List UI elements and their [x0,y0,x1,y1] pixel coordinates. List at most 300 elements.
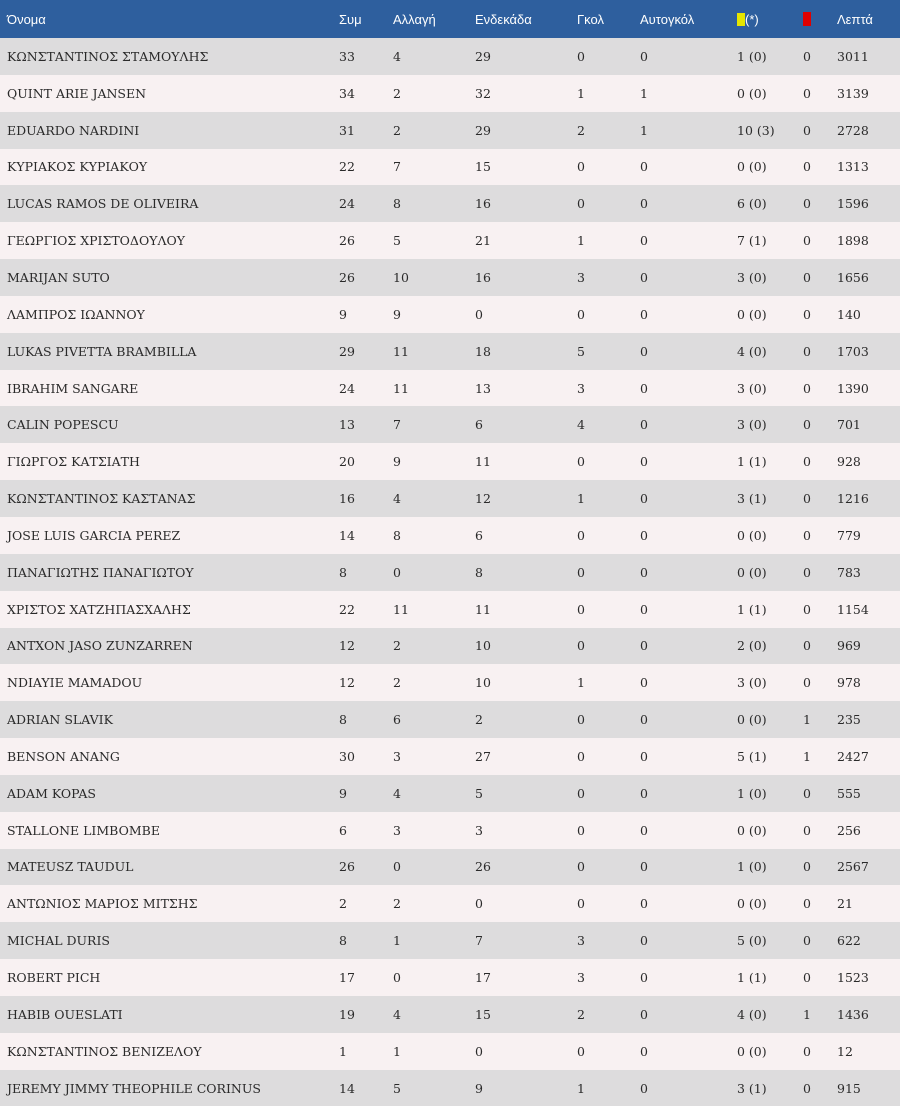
player-own-goals: 0 [640,638,648,654]
table-row[interactable] [0,701,900,738]
player-starts: 11 [475,454,491,470]
player-yellow-cards: 3 (1) [737,491,767,507]
player-apps: 9 [339,785,347,801]
player-subs: 8 [393,527,401,543]
player-own-goals: 0 [640,896,648,912]
player-yellow-cards: 3 (0) [737,675,767,691]
player-subs: 1 [393,1043,401,1059]
player-minutes: 256 [837,822,861,838]
player-yellow-cards: 5 (1) [737,748,767,764]
player-subs: 3 [393,822,401,838]
player-own-goals: 0 [640,822,648,838]
player-own-goals: 0 [640,233,648,249]
player-goals: 3 [577,970,585,986]
player-own-goals: 0 [640,1043,648,1059]
player-subs: 10 [393,269,409,285]
player-yellow-cards: 0 (0) [737,712,767,728]
player-name[interactable]: ΚΩΝΣΤΑΝΤΙΝΟΣ ΒΕΝΙΖΕΛΟΥ [7,1043,202,1059]
table-row[interactable] [0,996,900,1033]
player-own-goals: 0 [640,196,648,212]
player-apps: 24 [339,196,355,212]
player-minutes: 2728 [837,122,869,138]
player-starts: 7 [475,933,483,949]
player-subs: 0 [393,970,401,986]
table-row[interactable] [0,112,900,149]
player-goals: 0 [577,527,585,543]
player-name[interactable]: BENSON ANANG [7,748,120,764]
player-yellow-cards: 4 (0) [737,1006,767,1022]
player-apps: 12 [339,675,355,691]
table-row[interactable] [0,628,900,665]
player-goals: 3 [577,380,585,396]
player-subs: 0 [393,859,401,875]
player-own-goals: 0 [640,712,648,728]
table-row[interactable] [0,517,900,554]
player-red-cards: 0 [803,1080,811,1096]
player-red-cards: 0 [803,454,811,470]
player-starts: 3 [475,822,483,838]
player-apps: 31 [339,122,355,138]
player-yellow-cards: 0 (0) [737,527,767,543]
player-red-cards: 0 [803,859,811,875]
player-goals: 0 [577,159,585,175]
player-minutes: 140 [837,306,861,322]
player-name[interactable]: ADAM KOPAS [7,785,96,801]
player-minutes: 779 [837,527,861,543]
player-apps: 1 [339,1043,347,1059]
player-apps: 17 [339,970,355,986]
player-name[interactable]: JOSE LUIS GARCIA PEREZ [7,527,181,543]
player-apps: 14 [339,1080,355,1096]
player-goals: 1 [577,233,585,249]
player-starts: 15 [475,159,491,175]
player-goals: 0 [577,896,585,912]
player-yellow-cards: 0 (0) [737,564,767,580]
player-yellow-cards: 0 (0) [737,85,767,101]
player-own-goals: 0 [640,159,648,175]
player-apps: 22 [339,601,355,617]
player-name[interactable]: ΓΙΩΡΓΟΣ ΚΑΤΣΙΑΤΗ [7,454,140,470]
player-yellow-cards: 3 (0) [737,417,767,433]
player-minutes: 1216 [837,491,869,507]
player-own-goals: 1 [640,85,648,101]
player-own-goals: 0 [640,527,648,543]
player-subs: 8 [393,196,401,212]
player-goals: 1 [577,675,585,691]
table-row[interactable] [0,591,900,628]
player-red-cards: 1 [803,1006,811,1022]
player-yellow-cards: 1 (0) [737,48,767,64]
player-name[interactable]: MICHAL DURIS [7,933,110,949]
yellow-card-icon [737,13,745,26]
player-starts: 21 [475,233,491,249]
player-subs: 1 [393,933,401,949]
player-name[interactable]: ADRIAN SLAVIK [7,712,113,728]
player-yellow-cards: 1 (1) [737,601,767,617]
player-red-cards: 0 [803,933,811,949]
player-starts: 16 [475,269,491,285]
player-name[interactable]: STALLONE LIMBOMBE [7,822,160,838]
player-minutes: 1390 [837,380,869,396]
header-row [0,0,900,38]
table-row[interactable] [0,370,900,407]
player-subs: 5 [393,1080,401,1096]
player-subs: 2 [393,638,401,654]
player-apps: 2 [339,896,347,912]
player-apps: 19 [339,1006,355,1022]
player-apps: 14 [339,527,355,543]
player-minutes: 555 [837,785,861,801]
player-goals: 3 [577,933,585,949]
player-red-cards: 0 [803,380,811,396]
player-subs: 4 [393,48,401,64]
player-subs: 2 [393,85,401,101]
player-apps: 9 [339,306,347,322]
player-apps: 8 [339,712,347,728]
yellow-header-suffix: (*) [745,11,759,27]
player-starts: 2 [475,712,483,728]
player-own-goals: 0 [640,454,648,470]
player-red-cards: 0 [803,159,811,175]
player-goals: 2 [577,122,585,138]
player-name[interactable]: ΚΩΝΣΤΑΝΤΙΝΟΣ ΣΤΑΜΟΥΛΗΣ [7,48,209,64]
player-starts: 18 [475,343,491,359]
player-starts: 6 [475,417,483,433]
player-subs: 11 [393,380,409,396]
player-own-goals: 0 [640,785,648,801]
player-name[interactable]: ΑΝΤΩΝΙΟΣ ΜΑΡΙΟΣ ΜΙΤΣΗΣ [7,896,198,912]
player-goals: 3 [577,269,585,285]
table-row[interactable] [0,775,900,812]
player-red-cards: 0 [803,675,811,691]
player-starts: 29 [475,48,491,64]
player-own-goals: 0 [640,859,648,875]
player-minutes: 2567 [837,859,869,875]
player-minutes: 1154 [837,601,869,617]
player-name[interactable]: EDUARDO NARDINI [7,122,140,138]
player-red-cards: 0 [803,491,811,507]
player-red-cards: 0 [803,343,811,359]
player-yellow-cards: 1 (1) [737,454,767,470]
player-goals: 0 [577,601,585,617]
player-goals: 0 [577,859,585,875]
player-subs: 2 [393,675,401,691]
table-row[interactable] [0,185,900,222]
table-row[interactable] [0,259,900,296]
player-red-cards: 0 [803,269,811,285]
player-own-goals: 0 [640,1006,648,1022]
player-name[interactable]: LUCAS RAMOS DE OLIVEIRA [7,196,199,212]
player-minutes: 1313 [837,159,869,175]
player-name[interactable]: ΚΥΡΙΑΚΟΣ ΚΥΡΙΑΚΟΥ [7,159,148,175]
player-yellow-cards: 5 (0) [737,933,767,949]
player-minutes: 3011 [837,48,869,64]
table-row[interactable] [0,959,900,996]
table-row[interactable] [0,480,900,517]
table-row[interactable] [0,554,900,591]
player-yellow-cards: 1 (0) [737,785,767,801]
player-starts: 16 [475,196,491,212]
player-own-goals: 0 [640,417,648,433]
player-subs: 11 [393,601,409,617]
player-minutes: 1436 [837,1006,869,1022]
player-apps: 8 [339,933,347,949]
player-minutes: 1523 [837,970,869,986]
player-starts: 32 [475,85,491,101]
player-apps: 12 [339,638,355,654]
player-apps: 8 [339,564,347,580]
table-row[interactable] [0,1070,900,1106]
player-subs: 9 [393,306,401,322]
player-apps: 26 [339,269,355,285]
player-subs: 4 [393,491,401,507]
player-yellow-cards: 4 (0) [737,343,767,359]
player-name[interactable]: ΠΑΝΑΓΙΩΤΗΣ ΠΑΝΑΓΙΩΤΟΥ [7,564,194,580]
player-name[interactable]: ROBERT PICH [7,970,101,986]
player-minutes: 701 [837,417,861,433]
player-starts: 17 [475,970,491,986]
player-name[interactable]: ΛΑΜΠΡΟΣ ΙΩΑΝΝΟΥ [7,306,145,322]
player-minutes: 1703 [837,343,869,359]
player-starts: 6 [475,527,483,543]
table-row[interactable] [0,664,900,701]
player-subs: 5 [393,233,401,249]
player-own-goals: 0 [640,343,648,359]
player-minutes: 1596 [837,196,869,212]
player-apps: 13 [339,417,355,433]
player-minutes: 12 [837,1043,853,1059]
player-yellow-cards: 10 (3) [737,122,775,138]
player-apps: 26 [339,233,355,249]
player-goals: 1 [577,491,585,507]
player-name[interactable]: LUKAS PIVETTA BRAMBILLA [7,343,197,359]
player-apps: 22 [339,159,355,175]
player-subs: 2 [393,122,401,138]
table-row[interactable] [0,38,900,75]
player-minutes: 1656 [837,269,869,285]
player-yellow-cards: 3 (0) [737,269,767,285]
player-goals: 5 [577,343,585,359]
player-starts: 10 [475,675,491,691]
player-starts: 15 [475,1006,491,1022]
table-row[interactable] [0,149,900,186]
player-yellow-cards: 3 (0) [737,380,767,396]
col-name-header[interactable]: Όνομα [7,11,46,27]
player-starts: 10 [475,638,491,654]
player-red-cards: 0 [803,970,811,986]
player-subs: 9 [393,454,401,470]
player-own-goals: 0 [640,675,648,691]
player-own-goals: 0 [640,601,648,617]
table-row[interactable] [0,222,900,259]
player-starts: 27 [475,748,491,764]
player-name[interactable]: ΚΩΝΣΤΑΝΤΙΝΟΣ ΚΑΣΤΑΝΑΣ [7,491,196,507]
player-name[interactable]: ΓΕΩΡΓΙΟΣ ΧΡΙΣΤΟΔΟΥΛΟΥ [7,233,185,249]
player-name[interactable]: MATEUSZ TAUDUL [7,859,134,875]
player-subs: 4 [393,1006,401,1022]
player-red-cards: 0 [803,306,811,322]
col-apps-header[interactable]: Συμ [339,11,362,27]
player-own-goals: 1 [640,122,648,138]
player-goals: 2 [577,1006,585,1022]
player-name[interactable]: JEREMY JIMMY THEOPHILE CORINUS [7,1080,261,1096]
player-red-cards: 0 [803,196,811,212]
player-own-goals: 0 [640,933,648,949]
player-starts: 0 [475,896,483,912]
player-goals: 0 [577,306,585,322]
player-goals: 0 [577,1043,585,1059]
player-starts: 11 [475,601,491,617]
table-row[interactable] [0,443,900,480]
player-red-cards: 0 [803,601,811,617]
player-goals: 1 [577,1080,585,1096]
player-starts: 0 [475,306,483,322]
player-goals: 0 [577,196,585,212]
player-goals: 0 [577,564,585,580]
player-subs: 3 [393,748,401,764]
player-name[interactable]: ANTXON JASO ZUNZARREN [7,638,193,654]
player-minutes: 21 [837,896,853,912]
col-own-goals-header[interactable]: Αυτογκόλ [640,11,695,27]
player-goals: 1 [577,85,585,101]
player-red-cards: 0 [803,822,811,838]
player-own-goals: 0 [640,306,648,322]
player-own-goals: 0 [640,564,648,580]
player-red-cards: 0 [803,564,811,580]
player-name[interactable]: CALIN POPESCU [7,417,119,433]
player-goals: 0 [577,785,585,801]
player-yellow-cards: 1 (0) [737,859,767,875]
player-minutes: 969 [837,638,861,654]
player-red-cards: 0 [803,417,811,433]
player-goals: 0 [577,638,585,654]
player-minutes: 915 [837,1080,861,1096]
player-yellow-cards: 0 (0) [737,306,767,322]
table-row[interactable] [0,885,900,922]
player-name[interactable]: HABIB OUESLATI [7,1006,123,1022]
player-starts: 0 [475,1043,483,1059]
player-name[interactable]: ΧΡΙΣΤΟΣ ΧΑΤΖΗΠΑΣΧΑΛΗΣ [7,601,191,617]
col-red-header[interactable] [803,0,837,38]
player-subs: 0 [393,564,401,580]
player-own-goals: 0 [640,1080,648,1096]
table-row[interactable] [0,333,900,370]
player-goals: 4 [577,417,585,433]
player-minutes: 1898 [837,233,869,249]
player-apps: 6 [339,822,347,838]
table-row[interactable] [0,812,900,849]
col-minutes-header[interactable]: Λεπτά [837,11,873,27]
player-apps: 20 [339,454,355,470]
player-goals: 0 [577,454,585,470]
player-red-cards: 0 [803,785,811,801]
player-minutes: 978 [837,675,861,691]
player-minutes: 2427 [837,748,869,764]
player-own-goals: 0 [640,491,648,507]
player-yellow-cards: 3 (1) [737,1080,767,1096]
col-yellow-header[interactable] [737,0,803,38]
col-starts-header[interactable]: Ενδεκάδα [475,11,532,27]
player-minutes: 3139 [837,85,869,101]
player-subs: 7 [393,159,401,175]
player-red-cards: 0 [803,85,811,101]
player-red-cards: 0 [803,122,811,138]
player-red-cards: 1 [803,748,811,764]
player-subs: 4 [393,785,401,801]
player-apps: 26 [339,859,355,875]
table-header [0,0,900,38]
player-apps: 24 [339,380,355,396]
table-row[interactable] [0,406,900,443]
player-minutes: 783 [837,564,861,580]
player-starts: 9 [475,1080,483,1096]
player-yellow-cards: 0 (0) [737,159,767,175]
player-goals: 0 [577,712,585,728]
player-name[interactable]: QUINT ARIE JANSEN [7,85,147,101]
player-starts: 5 [475,785,483,801]
table-body [0,38,900,1106]
table-row[interactable] [0,1033,900,1070]
player-subs: 11 [393,343,409,359]
player-starts: 26 [475,859,491,875]
player-own-goals: 0 [640,380,648,396]
table-row[interactable] [0,296,900,333]
player-apps: 34 [339,85,355,101]
table-row[interactable] [0,849,900,886]
player-yellow-cards: 1 (1) [737,970,767,986]
player-red-cards: 0 [803,1043,811,1059]
player-starts: 29 [475,122,491,138]
player-yellow-cards: 0 (0) [737,822,767,838]
player-minutes: 235 [837,712,861,728]
player-apps: 16 [339,491,355,507]
col-goals-header[interactable]: Γκολ [577,11,604,27]
player-red-cards: 0 [803,896,811,912]
player-starts: 13 [475,380,491,396]
player-subs: 7 [393,417,401,433]
player-own-goals: 0 [640,48,648,64]
red-card-icon [803,12,811,26]
player-own-goals: 0 [640,748,648,764]
player-name[interactable]: IBRAHIM SANGARE [7,380,139,396]
table-row[interactable] [0,922,900,959]
player-own-goals: 0 [640,269,648,285]
player-name[interactable]: NDIAYIE MAMADOU [7,675,143,691]
player-minutes: 622 [837,933,861,949]
player-yellow-cards: 7 (1) [737,233,767,249]
player-goals: 0 [577,822,585,838]
table-row[interactable] [0,738,900,775]
player-starts: 12 [475,491,491,507]
player-name[interactable]: MARIJAN SUTO [7,269,110,285]
player-red-cards: 0 [803,233,811,249]
table-row[interactable] [0,75,900,112]
player-subs: 2 [393,896,401,912]
player-minutes: 928 [837,454,861,470]
player-own-goals: 0 [640,970,648,986]
player-yellow-cards: 2 (0) [737,638,767,654]
player-red-cards: 1 [803,712,811,728]
player-yellow-cards: 6 (0) [737,196,767,212]
player-red-cards: 0 [803,527,811,543]
player-apps: 33 [339,48,355,64]
player-goals: 0 [577,48,585,64]
player-starts: 8 [475,564,483,580]
col-subs-header[interactable]: Αλλαγή [393,11,436,27]
player-red-cards: 0 [803,638,811,654]
player-apps: 30 [339,748,355,764]
player-apps: 29 [339,343,355,359]
